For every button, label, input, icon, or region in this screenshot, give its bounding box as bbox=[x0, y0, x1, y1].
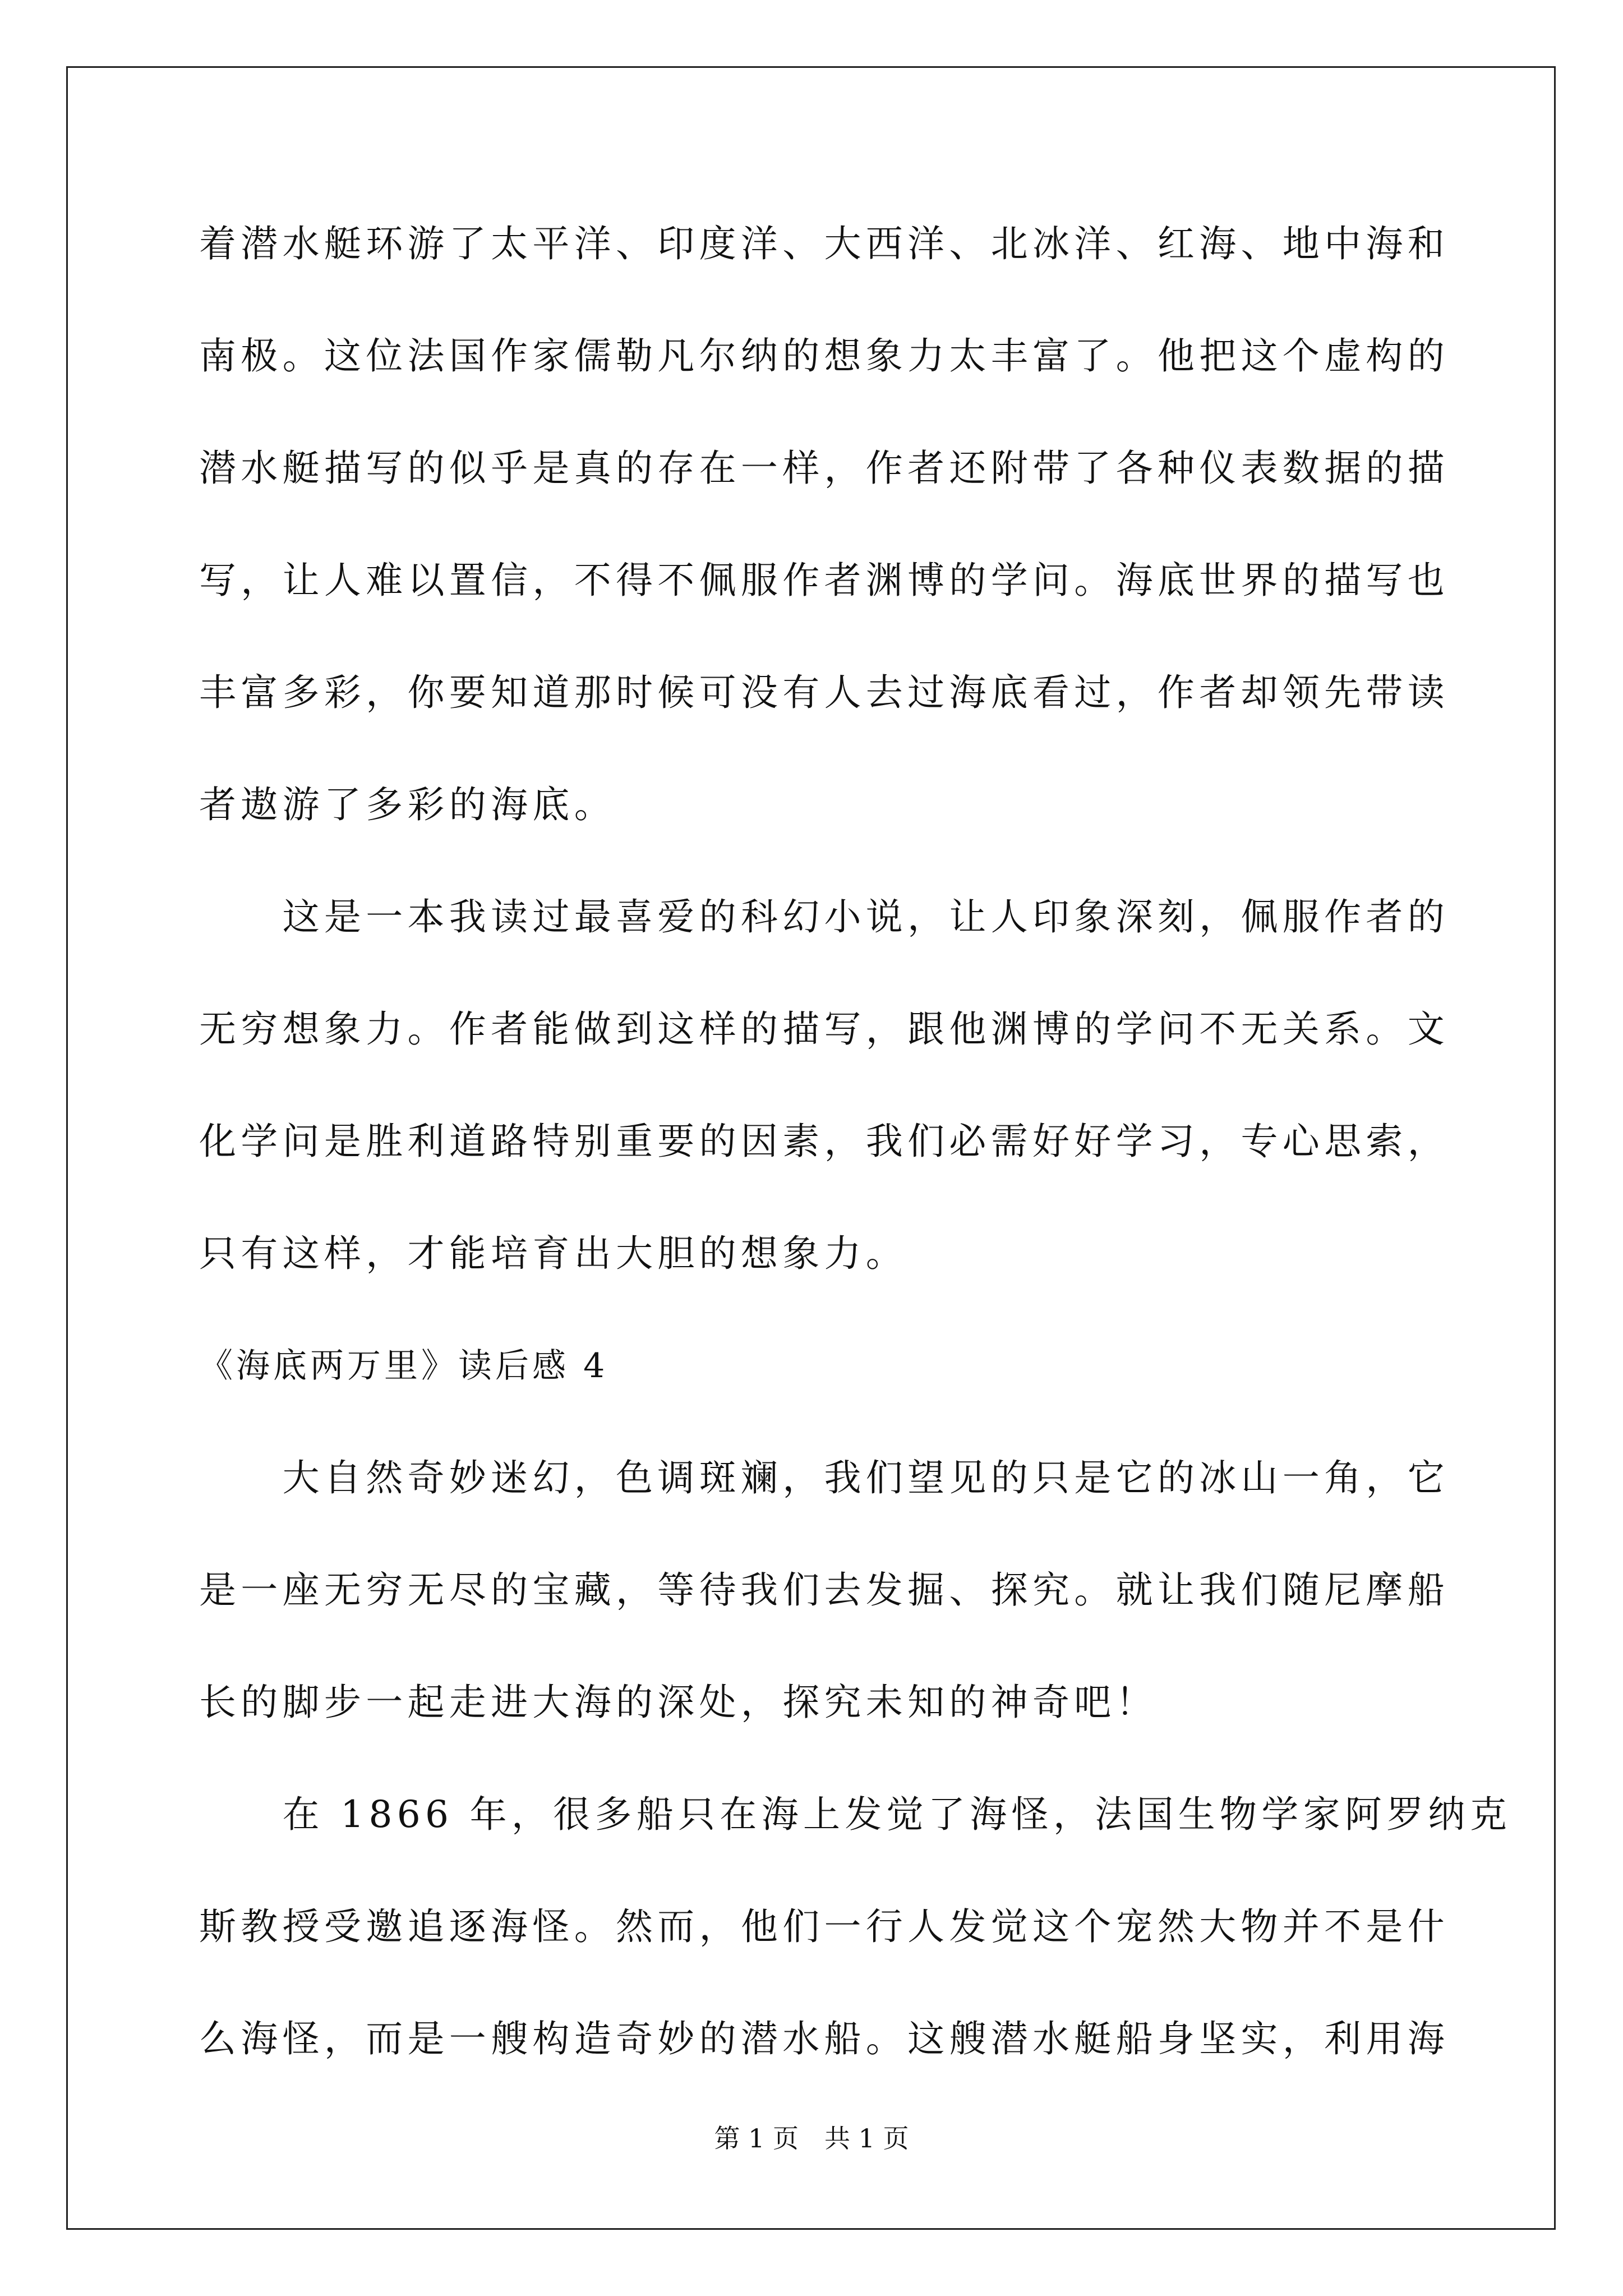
text-line: 么海怪，而是一艘构造奇妙的潜水船。这艘潜水艇船身坚实，利用海 bbox=[199, 2017, 1449, 2060]
section-heading: 《海底两万里》读后感 4 bbox=[199, 1346, 608, 1386]
text-line: 写，让人难以置信，不得不佩服作者渊博的学问。海底世界的描写也 bbox=[199, 559, 1449, 602]
text-line: 潜水艇描写的似乎是真的存在一样，作者还附带了各种仪表数据的描 bbox=[199, 447, 1449, 490]
text-line: 在 1866 年，很多船只在海上发觉了海怪，法国生物学家阿罗纳克 bbox=[199, 1793, 1512, 1836]
text-line: 长的脚步一起走进大海的深处，探究未知的神奇吧！ bbox=[199, 1681, 1158, 1724]
text-line: 南极。这位法国作家儒勒凡尔纳的想象力太丰富了。他把这个虚构的 bbox=[199, 334, 1449, 378]
text-line: 是一座无穷无尽的宝藏，等待我们去发掘、探究。就让我们随尼摩船 bbox=[199, 1568, 1449, 1612]
text-line: 化学问是胜利道路特别重要的因素，我们必需好好学习，专心思索， bbox=[199, 1120, 1449, 1163]
text-line: 只有这样，才能培育出大胆的想象力。 bbox=[199, 1232, 908, 1275]
text-line: 无穷想象力。作者能做到这样的描写，跟他渊博的学问不无关系。文 bbox=[199, 1007, 1449, 1051]
text-line: 这是一本我读过最喜爱的科幻小说，让人印象深刻，佩服作者的 bbox=[199, 895, 1449, 938]
text-line: 者遨游了多彩的海底。 bbox=[199, 783, 616, 826]
text-line: 丰富多彩，你要知道那时候可没有人去过海底看过，作者却领先带读 bbox=[199, 671, 1449, 714]
text-line: 大自然奇妙迷幻，色调斑斓，我们望见的只是它的冰山一角，它 bbox=[199, 1456, 1449, 1499]
text-line: 着潜水艇环游了太平洋、印度洋、大西洋、北冰洋、红海、地中海和 bbox=[199, 222, 1449, 265]
page-footer: 第 1 页 共 1 页 bbox=[714, 2123, 909, 2154]
document-body bbox=[199, 188, 1512, 2095]
text-line: 斯教授受邀追逐海怪。然而，他们一行人发觉这个宠然大物并不是什 bbox=[199, 1905, 1449, 1948]
